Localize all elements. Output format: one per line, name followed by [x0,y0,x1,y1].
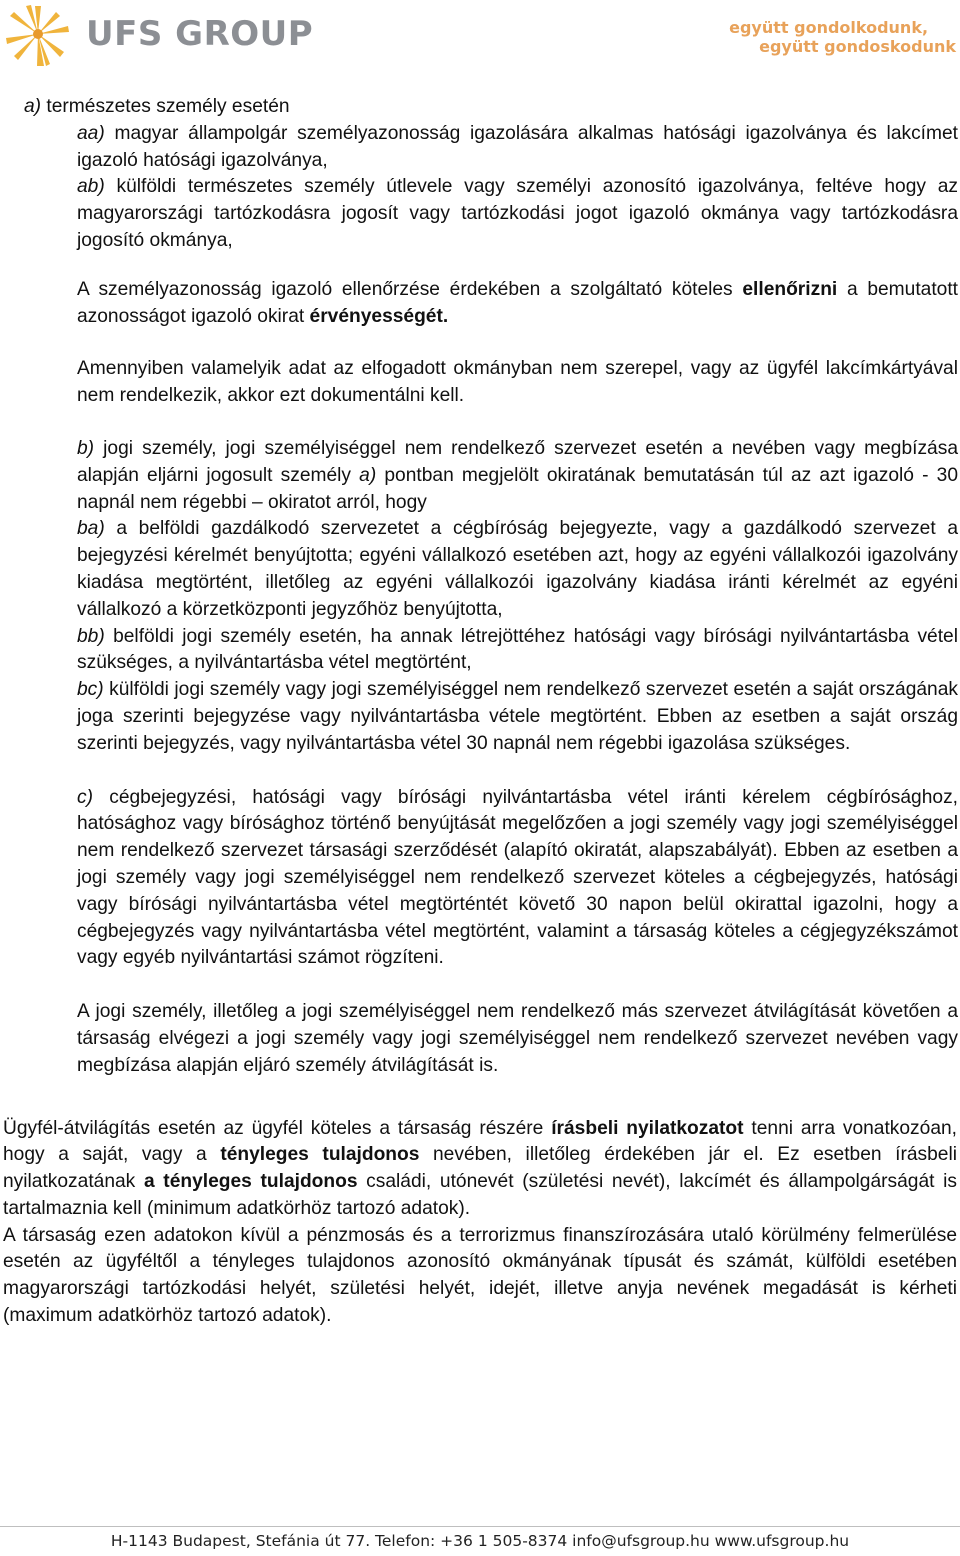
section-c-label: c) [77,786,93,808]
section-ba-label: ba) [77,518,105,540]
section-bb-label: bb) [77,625,105,647]
missing-data-paragraph: Amennyiben valamelyik adat az elfogadott okmányban nem szerepel, vagy az ügyfél lakcímkártyával nem rendelkezik, akkor ezt dokumentálni kell. [77,358,958,407]
section-aa [0,121,960,175]
client-statement-paragraph [0,1116,960,1223]
verification-bold-2: érvényességét. [309,305,449,327]
section-aa-text: magyar állampolgár személyazonosság igazolására alkalmas hatósági igazolványa és lakcímet igazoló hatósági igazolványa, [77,122,958,171]
logo-text: UFS GROUP [86,14,314,54]
section-bb-text: belföldi jogi személy esetén, ha annak létrejöttéhez hatósági vagy bírósági nyilvántartásba vétel szükséges, a nyilvántartásba vétel megtörtént, [77,625,958,674]
section-b-text-2: pontban megjelölt okiratának bemutatásán túl az azt igazoló - 30 napnál nem régebbi – okiratot arról, hogy [77,464,958,513]
section-b [0,436,960,516]
sunburst-logo-icon [4,4,72,68]
section-bc [0,677,960,757]
section-a-label: a) [24,96,42,117]
section-ab-text: külföldi természetes személy útlevele vagy személyi azonosító igazolványa, feltéve hogy az magyarországi tartózkodásra jogosít vagy tartózkodási jogot igazoló okmánya vagy tartózkodásra jogosító okmánya, [77,176,958,251]
section-a-title: természetes személy esetén [41,96,290,117]
slogan [729,18,956,56]
section-bb [0,624,960,678]
verification-paragraph [0,277,960,331]
document-body [0,94,960,1330]
section-a-heading [0,94,960,121]
transparency-paragraph: A jogi személy, illetőleg a jogi személyiséggel nem rendelkező más szervezet átvilágítását követően a társaság elvégezi a jogi személy vagy jogi személyiséggel nem rendelkező szervezet nevében vagy megbízása alapján eljáró személy átvilágítását is. [77,1001,958,1076]
client-statement-bold-3: a tényleges tulajdonos [143,1171,358,1193]
section-ba-text: a belföldi gazdálkodó szervezetet a cégbíróság bejegyezte, vagy a gazdálkodó szervezet a bejegyzési kérelmét benyújtotta; egyéni vállalkozó esetében azt, hogy az egyéni vállalkozói igazolvány kiadása megtörtént, illetőleg az egyéni vállalkozói igazolvány kiadása iránti kérelmét az egyéni vállalkozó a körzetközponti jegyzőhöz benyújtotta, [77,518,958,620]
page-footer: H-1143 Budapest, Stefánia út 77. Telefon: +36 1 505-8374 info@ufsgroup.hu www.ufsgroup.hu [110,1532,850,1550]
verification-text-1: A személyazonosság igazoló ellenőrzése érdekében a szolgáltató köteles [77,278,743,300]
slogan-line-1: együtt gondolkodunk, [729,18,929,37]
client-statement-text-2: tenni arra vonatkozóan, hogy a saját, vagy a [3,1117,957,1166]
verification-text-2: a bemutatott azonosságot igazoló okirat [77,278,958,327]
section-ba [0,516,960,623]
section-b-label: b) [77,437,95,459]
verification-bold-1: ellenőrizni [742,278,838,300]
footer-divider [0,1526,960,1527]
section-bc-text: külföldi jogi személy vagy jogi személyiséggel nem rendelkező szervezet esetén a saját országának joga szerinti bejegyzése vagy nyilvántartásba vétele megtörtént. Ebben az esetben a saját ország szerinti bejegyzés, vagy nyilvántartásba vétel 30 napnál nem régebbi igazolása szükséges. [77,679,958,754]
section-aa-label: aa) [77,122,105,144]
client-statement-bold-1: írásbeli nyilatkozatot [551,1117,744,1139]
section-ab [0,174,960,254]
additional-data-paragraph: A társaság ezen adatokon kívül a pénzmosás és a terrorizmus finanszírozására utaló körülmény felmerülése esetén az ügyféltől a tényleges tulajdonos azonosító okmányának típusát és számát, külföldi esetében magyarországi tartózkodási helyét, születési helyét, idejét, illetve anyja nevének megadását is kérheti (maximum adatkörhöz tartozó adatok). [3,1224,957,1327]
section-ab-label: ab) [77,176,105,198]
section-b-ref-a: a) [359,464,377,486]
client-statement-bold-2: tényleges tulajdonos [220,1144,420,1166]
client-statement-text-1: Ügyfél-átvilágítás esetén az ügyfél köteles a társaság részére [3,1117,552,1139]
section-bc-label: bc) [77,679,104,701]
slogan-line-2: együtt gondoskodunk [759,37,956,56]
section-b-text-1: jogi személy, jogi személyiséggel nem rendelkező szervezet esetén a nevében vagy megbízása alapján eljárni jogosult személy [77,437,958,486]
page-header [0,0,960,72]
section-c [0,785,960,973]
client-statement-text-4: családi, utónevét (születési nevét), lakcímét és állampolgárságát is tartalmaznia kell (minimum adatkörhöz tartozó adatok). [3,1171,957,1219]
section-c-text: cégbejegyzési, hatósági vagy bírósági nyilvántartásba vétel iránti kérelem cégbírósághoz, hatósághoz vagy bírósághoz történő benyújtását megelőzően a jogi személy vagy jogi személyiséggel nem rendelkező szervezet társasági szerződését (alapító okiratát, alapszabályát). Ebben az esetben a jogi személy vagy jogi személyiséggel nem rendelkező szervezet köteles a cégbejegyzés, hatósági vagy bírósági nyilvántartásba vétel megtörténtét követő 30 napon belül okirattal igazolni, hogy a cégbejegyzés vagy nyilvántartásba vétel megtörtént, valamint a társaság köteles a cégjegyzékszámot vagy egyéb nyilvántartási számot rögzíteni. [77,786,958,969]
client-statement-text-3: nevében, illetőleg érdekében jár el. Ez esetben írásbeli nyilatkozatának [3,1144,957,1193]
